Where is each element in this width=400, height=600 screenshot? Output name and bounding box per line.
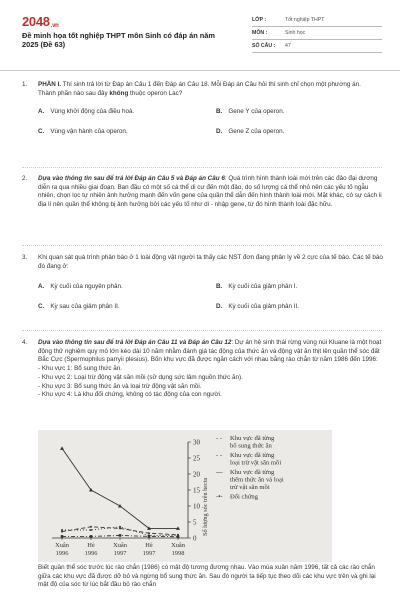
- question-number: 4.: [22, 339, 28, 346]
- zone-item: - Khu vực 1: Bổ sung thức ăn.: [38, 365, 123, 373]
- part-label: PHẦN I.: [38, 81, 62, 88]
- instruction-text: Thí sinh trả lời từ Đáp án Câu 1 đến Đáp án Câu 18. Mỗi Đáp án Câu hỏi thí sinh chỉ chọn một phương án.: [61, 81, 361, 88]
- legend-label: Khu vực đã từng: [230, 452, 275, 459]
- question-4: [22, 339, 382, 431]
- legend-label: thêm thức ăn và loại: [230, 476, 284, 484]
- meta-value: Tốt nghiệp THPT: [285, 17, 325, 23]
- question-number: 1.: [22, 81, 28, 88]
- question-divider: [22, 167, 382, 168]
- header-divider: [0, 70, 400, 71]
- option-text: Gene Z của operon.: [228, 128, 285, 136]
- question-1: [22, 81, 382, 161]
- legend-label: Khu vực đã từng: [230, 435, 275, 442]
- option-c[interactable]: C. Kỳ sau của giảm phân II.: [38, 303, 120, 311]
- legend-symbol: -•-: [216, 493, 223, 501]
- x-tick-label: 1996: [55, 550, 69, 557]
- question-divider: [22, 245, 382, 246]
- data-point: [90, 535, 93, 538]
- y-tick-label: 10: [193, 502, 200, 511]
- zone-item: - Khu vực 2: Loại trừ động vật săn mồi (sử dụng sức lâm nguồn thức ăn).: [38, 373, 243, 381]
- document-title: Đề minh họa tốt nghiệp THPT môn Sinh có đáp án năm 2025 (Đề 63): [22, 31, 215, 49]
- x-tick-label: 1998: [171, 550, 185, 557]
- option-text: Kỳ cuối của giảm phân I.: [228, 283, 298, 291]
- data-point: [60, 446, 64, 450]
- option-text: Gene Y của operon.: [228, 108, 285, 116]
- option-text: Vùng khởi động của điều hoà.: [50, 108, 135, 116]
- question-stem: Khi quan sát quá trình phân bào ở 1 loài động vật người ta thấy các NST đơn đang phân ly về 2 cực của tế bào. Các tế bào đó đang ở:: [38, 254, 383, 270]
- meta-value: 47: [285, 43, 291, 49]
- passage-text: : Quá trình hình thành loài mới trên các đảo đại dương diễn ra qua nhiều giai đoạn. Ban đầu có một số cá thể di cư đến một đảo, do số lượng cá thể nhỏ nên các yếu tố ngẫu nhiên, chọn lọc tự nhiên ảnh hưởng mạnh đến vốn gene của quần thể dẫn đến hình thành loài mới. Mặt khác, có sự cách li địa lí nên quần thể không bị ảnh hưởng bởi các yếu tố như di - nhập gene, từ đó hình thành loài đặc hữu.: [38, 175, 382, 209]
- zone-item: - Khu vực 4: Là khu đối chứng, không có tác động của con người.: [38, 391, 222, 399]
- site-logo[interactable]: 2048.vn: [22, 14, 59, 29]
- option-text: Vùng vận hành của operon.: [50, 128, 128, 136]
- y-tick-label: 20: [193, 470, 200, 479]
- y-tick-label: 25: [193, 454, 200, 463]
- legend-label: bổ sung thức ăn: [230, 442, 272, 450]
- meta-row-subject: [252, 27, 382, 40]
- question-body: [38, 175, 383, 210]
- series-line: [62, 448, 178, 528]
- legend-label: Đối chứng: [230, 493, 258, 501]
- question-number: 3.: [22, 254, 28, 261]
- meta-label: LỚP :: [252, 17, 267, 23]
- legend-symbol: —: [216, 469, 223, 476]
- y-tick-label: 30: [193, 438, 200, 447]
- stem-text: thuộc operon Lac?: [128, 89, 183, 97]
- data-point: [118, 504, 122, 508]
- meta-label: MÔN :: [252, 30, 268, 36]
- data-point: [119, 534, 122, 537]
- passage-lead: Dựa vào thông tin sau để trả lời Đáp án Câu 11 và Đáp án Câu 12: [38, 339, 232, 346]
- question-number: 2.: [22, 175, 28, 182]
- data-point: [61, 535, 64, 538]
- option-b[interactable]: B. Kỳ cuối của giảm phân I.: [216, 283, 298, 291]
- option-text: Kỳ sau của giảm phân II.: [50, 303, 120, 311]
- passage-lead: Dựa vào thông tin sau để trả lời Đáp án Câu 5 và Đáp án Câu 6: [38, 175, 225, 182]
- meta-row-class: [252, 14, 382, 27]
- continuation-text: Biết quần thể sóc trước lúc rào chắn (1986) có mật độ tương đương nhau. Vào mùa xuân năm 1996, tất cả các rào chắn giữa các khu vực đã được dỡ bỏ và ngừng bổ sung thức ăn. Sau đó người ta tiếp tục theo dõi các khu vực trên và ghi lại mật độ của sóc từ lúc bắt đầu bỏ rào chắn: [38, 564, 376, 589]
- x-tick-label: Xuân: [113, 542, 127, 549]
- option-a[interactable]: A. Vùng khởi động của điều hoà.: [38, 108, 135, 116]
- option-a[interactable]: A. Kỳ cuối của nguyên phân.: [38, 283, 123, 291]
- data-point: [119, 526, 121, 528]
- question-4-continuation: [38, 564, 383, 590]
- meta-row-question-count: [252, 40, 382, 53]
- options: [38, 271, 383, 315]
- legend-symbol: - -: [216, 435, 223, 442]
- legend-label: loại trừ vật săn mồi: [230, 459, 282, 467]
- x-tick-label: Xuân: [55, 542, 69, 549]
- option-text: Kỳ cuối của nguyên phân.: [50, 283, 123, 291]
- options: [38, 98, 383, 138]
- y-axis-label: Số lượng sóc trên hecta: [202, 477, 209, 536]
- option-text: Kỳ cuối của giảm phân II.: [228, 303, 300, 311]
- question-body: [38, 254, 383, 315]
- question-passage: [38, 339, 383, 365]
- data-point: [148, 535, 151, 538]
- passage-text: : Dự án hệ sinh thái rừng vùng núi Kluane là một hoạt động thử nghiệm quy mô lớn kéo dài 10 năm nhằm đánh giá tác động của thức ăn và động vật ăn thịt lên quần thể sóc đất Bắc Cực (Spermophilus parryii plesius). Bốn khu vực đã được ngăn cách với nhau bằng rào chắn từ năm 1986 đến 1996:: [38, 339, 382, 364]
- question-2: [22, 175, 382, 235]
- question-stem: [38, 90, 383, 99]
- x-tick-label: 1997: [113, 550, 127, 557]
- x-tick-label: Hè: [145, 542, 153, 549]
- stem-emphasis: không: [109, 89, 129, 97]
- legend-label: Khu vực đã từng: [230, 469, 275, 476]
- header: [0, 0, 400, 66]
- data-point: [90, 529, 92, 531]
- option-c[interactable]: C. Vùng vận hành của operon.: [38, 128, 128, 136]
- data-point: [177, 535, 180, 538]
- question-instruction: [38, 81, 383, 90]
- x-tick-label: 1996: [84, 550, 98, 557]
- question-3: [22, 254, 382, 324]
- question-divider: [22, 330, 382, 331]
- option-d[interactable]: D. Gene Z của operon.: [216, 128, 285, 136]
- question-body: [38, 339, 383, 400]
- y-tick-label: 15: [193, 486, 200, 495]
- y-tick-label: 0: [193, 534, 197, 543]
- stem-text: Thành phần nào sau đây: [38, 89, 110, 97]
- meta-value: Sinh học: [285, 30, 306, 36]
- legend-label: trừ vật săn mồi: [230, 484, 270, 491]
- question-passage: [38, 175, 383, 210]
- x-tick-label: 1997: [142, 550, 156, 557]
- option-d[interactable]: D. Kỳ cuối của giảm phân II.: [216, 303, 300, 311]
- meta-label: SỐ CÂU :: [252, 43, 276, 49]
- option-b[interactable]: B. Gene Y của operon.: [216, 108, 285, 116]
- question-body: [38, 81, 383, 138]
- y-tick-label: 5: [193, 518, 197, 527]
- x-tick-label: Hè: [87, 542, 95, 549]
- zone-item: - Khu vực 3: Bổ sung thức ăn và loại trừ động vật săn mồi.: [38, 382, 202, 390]
- data-point: [90, 526, 92, 528]
- legend-symbol: - -: [216, 452, 223, 459]
- document-meta: [252, 14, 382, 53]
- data-point: [61, 529, 63, 531]
- squirrel-density-chart: [38, 430, 332, 562]
- x-tick-label: Xuân: [171, 542, 185, 549]
- data-point: [148, 532, 150, 534]
- chart-svg: [38, 430, 332, 562]
